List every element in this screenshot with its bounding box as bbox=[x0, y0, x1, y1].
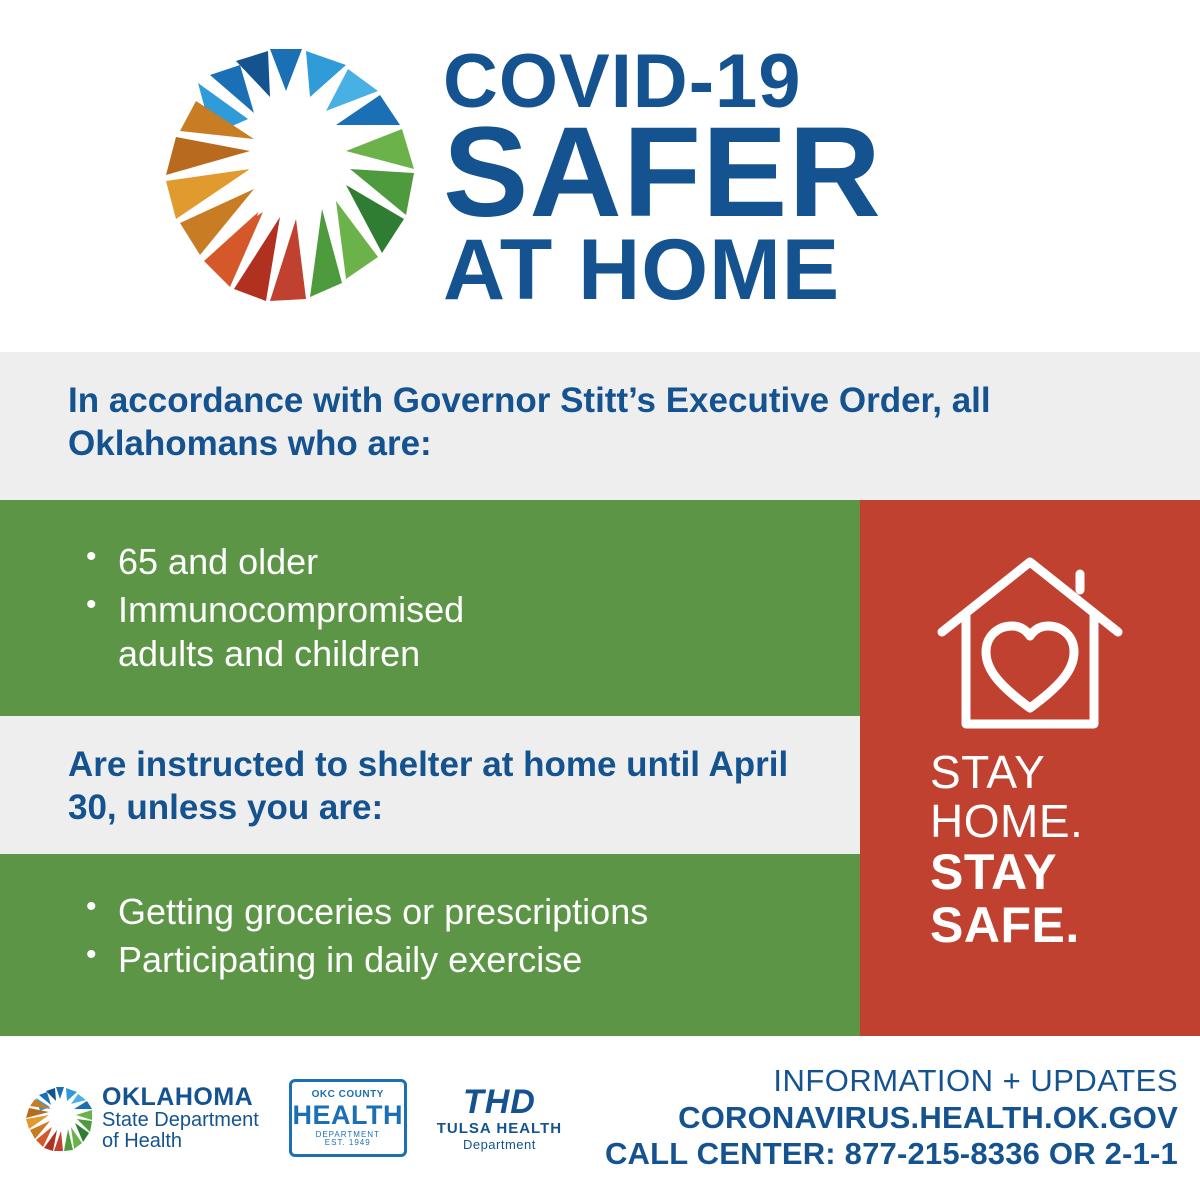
intro-text: In accordance with Governor Stitt’s Executive Order, all Oklahomans who are: bbox=[68, 381, 991, 463]
red-line-stay: STAY bbox=[930, 746, 1046, 798]
osdh-line1: OKLAHOMA bbox=[102, 1083, 254, 1112]
contact-line1: INFORMATION + UPDATES bbox=[773, 1063, 1178, 1099]
osdh-burst-icon bbox=[26, 1085, 92, 1151]
header bbox=[0, 0, 1200, 352]
tulsa-health-logo bbox=[437, 1084, 562, 1152]
middle-section bbox=[0, 500, 1200, 1036]
instruction-band bbox=[0, 716, 860, 854]
title-at-home: AT HOME bbox=[443, 222, 841, 319]
osdh-line2: State Department bbox=[102, 1109, 259, 1132]
thd-monogram: THD bbox=[462, 1082, 536, 1121]
group-item-2: adults and children bbox=[118, 632, 421, 674]
exception-item-0: Getting groceries or prescriptions bbox=[118, 891, 649, 932]
red-line-stay-bold: STAY bbox=[930, 843, 1058, 900]
stay-home-text bbox=[930, 748, 1130, 952]
osdh-line3: of Health bbox=[102, 1130, 183, 1152]
red-line-safe: SAFE. bbox=[930, 896, 1080, 953]
title-block bbox=[443, 39, 882, 319]
okc-county-health-logo bbox=[289, 1079, 407, 1157]
osdh-wordmark bbox=[102, 1084, 259, 1152]
middle-left-column bbox=[0, 500, 860, 1036]
house-with-heart-icon bbox=[930, 548, 1130, 738]
red-line-home: HOME. bbox=[930, 794, 1084, 847]
title-covid: COVID-19 bbox=[443, 39, 802, 125]
list-item bbox=[80, 938, 860, 982]
stay-home-panel bbox=[860, 500, 1200, 1036]
instruction-text: Are instructed to shelter at home until April 30, unless you are: bbox=[68, 745, 789, 827]
list-item bbox=[80, 540, 860, 584]
group-item-1: Immunocompromised bbox=[118, 588, 465, 630]
exception-list-band bbox=[0, 854, 860, 1036]
okc-line1: OKC COUNTY bbox=[311, 1088, 384, 1100]
contact-call-center[interactable]: CALL CENTER: 877-215-8336 OR 2-1-1 bbox=[604, 1136, 1178, 1172]
okc-line4: EST. 1949 bbox=[324, 1137, 371, 1147]
list-item bbox=[80, 588, 860, 676]
contact-info bbox=[605, 1063, 1178, 1173]
thd-line2: Department bbox=[462, 1136, 536, 1152]
group-list bbox=[80, 540, 860, 676]
group-item-0: 65 and older bbox=[118, 541, 319, 582]
footer bbox=[0, 1036, 1200, 1200]
group-list-band bbox=[0, 500, 860, 716]
thd-line1: TULSA HEALTH bbox=[436, 1120, 563, 1138]
okc-line3: DEPARTMENT bbox=[315, 1129, 380, 1139]
okc-line2: HEALTH bbox=[292, 1099, 403, 1130]
contact-website[interactable]: CORONAVIRUS.HEALTH.OK.GOV bbox=[678, 1099, 1178, 1135]
agency-logos bbox=[26, 1079, 562, 1157]
title-safer: SAFER bbox=[443, 101, 882, 245]
list-item bbox=[80, 890, 860, 934]
osdh-logo bbox=[26, 1084, 259, 1152]
intro-band bbox=[0, 352, 1200, 500]
safer-at-home-burst-logo bbox=[150, 39, 425, 314]
exception-item-1: Participating in daily exercise bbox=[118, 938, 583, 980]
exception-list bbox=[80, 890, 860, 982]
